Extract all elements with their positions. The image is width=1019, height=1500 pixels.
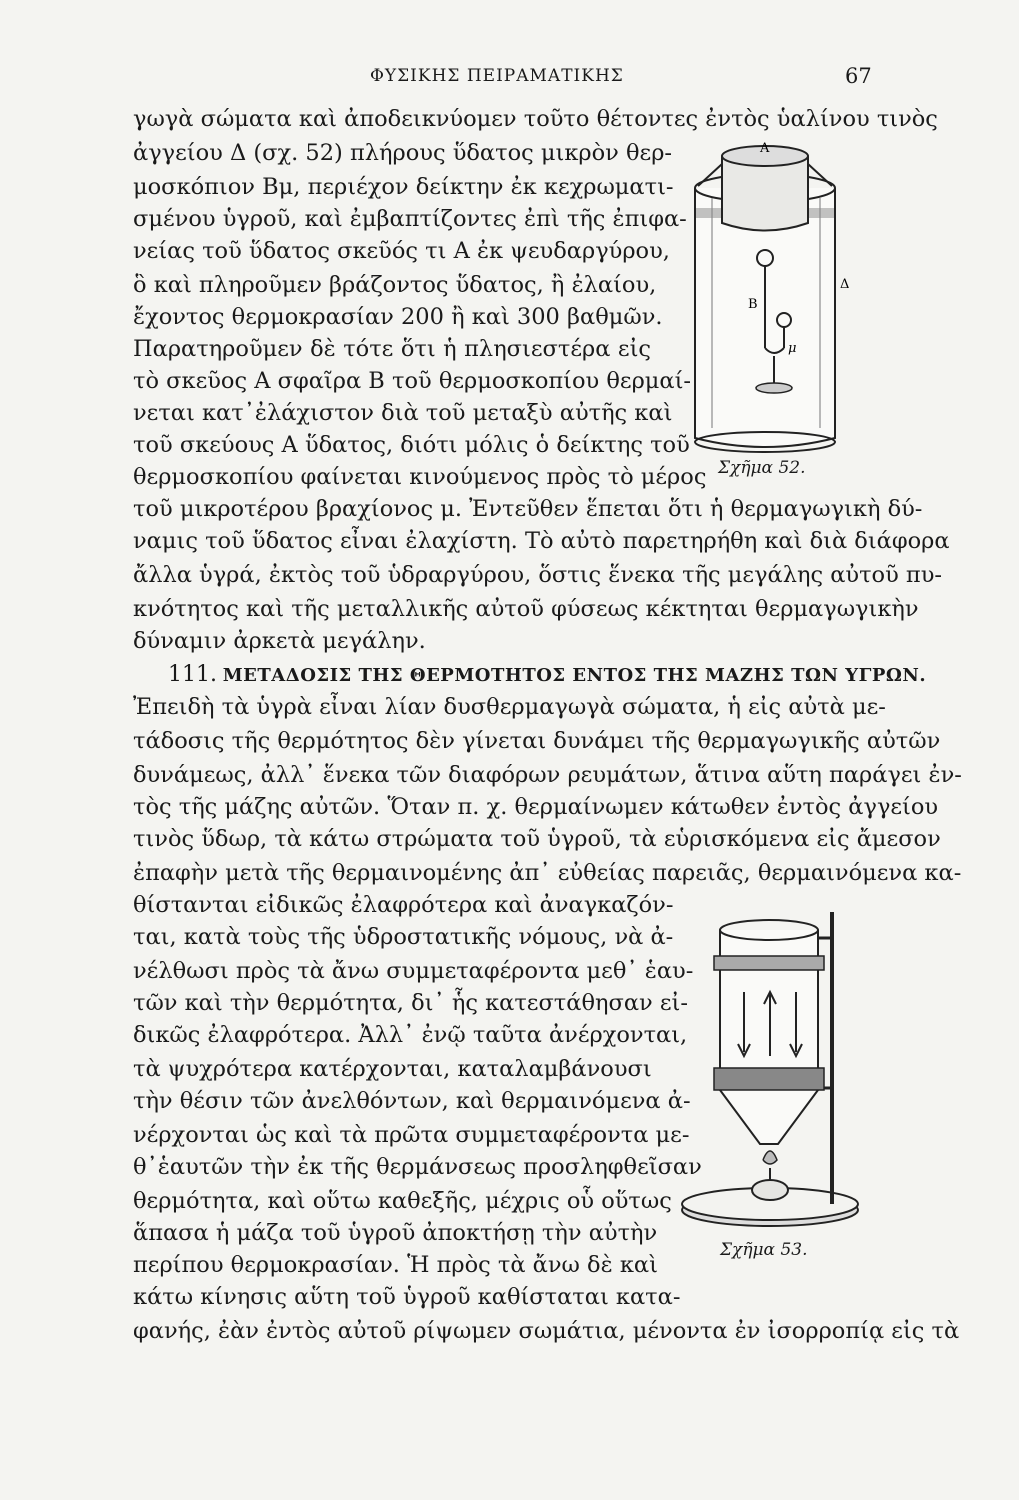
text-line: τὰ ψυχρότερα κατέρχονται, καταλαμβάνουσι bbox=[133, 1056, 652, 1082]
text-line: νέρχονται ὡς καὶ τὰ πρῶτα συμμεταφέροντα με- bbox=[133, 1122, 690, 1148]
figure-52-illustration bbox=[660, 138, 875, 463]
text-line: ὃ καὶ πληροῦμεν βράζοντος ὕδατος, ἢ ἐλαίου, bbox=[133, 272, 657, 298]
text-line: περίπου θερμοκρασίαν. Ἡ πρὸς τὰ ἄνω δὲ καὶ bbox=[133, 1252, 658, 1278]
spirit-lamp bbox=[752, 1180, 788, 1200]
figure-53-caption: Σχῆμα 53. bbox=[720, 1240, 808, 1260]
label-b: Β bbox=[748, 297, 758, 312]
label-a: Α bbox=[760, 141, 770, 156]
text-line: Παρατηροῦμεν δὲ τότε ὅτι ἡ πλησιεστέρα εἰς bbox=[133, 336, 651, 362]
section-number: 111. bbox=[168, 662, 217, 687]
text-line: γωγὰ σώματα καὶ ἀποδεικνύομεν τοῦτο θέτοντες ἐντὸς ὑαλίνου τινὸς bbox=[133, 106, 938, 132]
text-line: κάτω κίνησις αὕτη τοῦ ὑγροῦ καθίσταται κατα- bbox=[133, 1284, 681, 1310]
text-line: τάδοσις τῆς θερμότητος δὲν γίνεται δυνάμει τῆς θερμαγωγικῆς αὐτῶν bbox=[133, 728, 941, 754]
label-mu: μ bbox=[788, 341, 797, 356]
support-ring-bottom bbox=[714, 1068, 824, 1090]
running-head: ΦΥΣΙΚΗΣ ΠΕΙΡΑΜΑΤΙΚΗΣ bbox=[370, 66, 624, 86]
page-number: 67 bbox=[845, 64, 872, 88]
figure-52-caption: Σχῆμα 52. bbox=[718, 458, 806, 478]
text-line: ναμις τοῦ ὕδατος εἶναι ἐλαχίστη. Τὸ αὐτὸ παρετηρήθη καὶ διὰ διάφορα bbox=[133, 528, 950, 554]
text-line: φανής, ἐὰν ἐντὸς αὐτοῦ ρίψωμεν σωμάτια, μένοντα ἐν ἰσορροπίᾳ εἰς τὰ bbox=[133, 1318, 960, 1344]
text-line: δυνάμεως, ἀλλ᾽ ἕνεκα τῶν διαφόρων ρευμάτων, ἅτινα αὕτη παράγει ἐν- bbox=[133, 762, 962, 788]
text-line: Ἐπειδὴ τὰ ὑγρὰ εἶναι λίαν δυσθερμαγωγὰ σώματα, ἡ εἰς αὐτὰ με- bbox=[133, 694, 886, 720]
text-line: θίστανται εἰδικῶς ἐλαφρότερα καὶ ἀναγκαζόν- bbox=[133, 892, 674, 918]
text-line: τὴν θέσιν τῶν ἀνελθόντων, καὶ θερμαινόμενα ἀ- bbox=[133, 1088, 691, 1114]
text-line: νείας τοῦ ὕδατος σκεῦός τι Α ἐκ ψευδαργύρου, bbox=[133, 238, 670, 264]
flame bbox=[763, 1151, 777, 1164]
support-ring-top bbox=[714, 956, 824, 970]
text-line: θερμοσκοπίου φαίνεται κινούμενος πρὸς τὸ μέρος bbox=[133, 464, 707, 490]
zinc-vessel-a bbox=[722, 156, 808, 231]
text-line: δύναμιν ἀρκετὰ μεγάλην. bbox=[133, 628, 426, 654]
text-line: ἀγγείου Δ (σχ. 52) πλήρους ὕδατος μικρὸν θερ- bbox=[133, 140, 673, 166]
text-line: ἔχοντος θερμοκρασίαν 200 ἢ καὶ 300 βαθμῶν. bbox=[133, 304, 663, 330]
text-line: κνότητος καὶ τῆς μεταλλικῆς αὐτοῦ φύσεως κέκτηται θερμαγωγικὴν bbox=[133, 596, 919, 622]
text-line: θερμότητα, καὶ οὕτω καθεξῆς, μέχρις οὗ οὕτως bbox=[133, 1188, 672, 1214]
text-line: τῶν καὶ τὴν θερμότητα, δι᾽ ἧς κατεστάθησαν εἰ- bbox=[133, 990, 688, 1016]
text-line: τὸς τῆς μάζης αὐτῶν. Ὅταν π. χ. θερμαίνωμεν κάτωθεν ἐντὸς ἀγγείου bbox=[133, 794, 939, 820]
text-line: τοῦ μικροτέρου βραχίονος μ. Ἐντεῦθεν ἕπεται ὅτι ἡ θερμαγωγικὴ δύ- bbox=[133, 496, 923, 522]
text-line: θ᾽ἑαυτῶν τὴν ἐκ τῆς θερμάνσεως προσληφθεῖσαν bbox=[133, 1154, 702, 1180]
text-line: μοσκόπιον Βμ, περιέχον δείκτην ἐκ κεχρωματι- bbox=[133, 174, 674, 200]
label-delta: Δ bbox=[840, 277, 850, 292]
thermoscope-bulb-b bbox=[757, 250, 773, 266]
text-line: τὸ σκεῦος Α σφαῖρα Β τοῦ θερμοσκοπίου θερμαί- bbox=[133, 368, 692, 394]
text-line: ἅπασα ἡ μάζα τοῦ ὑγροῦ ἀποκτήσῃ τὴν αὐτὴν bbox=[133, 1220, 658, 1246]
section-title: ΜΕΤΑΔΟΣΙΣ ΤΗΣ ΘΕΡΜΟΤΗΤΟΣ ΕΝΤΟΣ ΤΗΣ ΜΑΖΗΣ ΤΩΝ ΥΓΡΩΝ. bbox=[222, 665, 927, 686]
text-line: τοῦ σκεύους Α ὕδατος, διότι μόλις ὁ δείκτης τοῦ bbox=[133, 432, 690, 458]
figure-53-illustration bbox=[660, 892, 875, 1237]
text-line: ται, κατὰ τοὺς τῆς ὑδροστατικῆς νόμους, νὰ ἀ- bbox=[133, 924, 674, 950]
thermoscope-bulb-mu bbox=[777, 313, 791, 327]
section-heading bbox=[168, 662, 927, 689]
text-line: νέλθωσι πρὸς τὰ ἄνω συμμεταφέροντα μεθ᾽ ἑαυ- bbox=[133, 958, 694, 984]
text-line: νεται κατ᾽ἐλάχιστον διὰ τοῦ μεταξὺ αὐτῆς καὶ bbox=[133, 400, 673, 426]
text-line: σμένου ὑγροῦ, καὶ ἐμβαπτίζοντες ἐπὶ τῆς ἐπιφα- bbox=[133, 206, 687, 232]
text-line: δικῶς ἐλαφρότερα. Ἀλλ᾽ ἐνῷ ταῦτα ἀνέρχονται, bbox=[133, 1022, 688, 1048]
text-line: τινὸς ὕδωρ, τὰ κάτω στρώματα τοῦ ὑγροῦ, τὰ εὑρισκόμενα εἰς ἄμεσον bbox=[133, 826, 941, 852]
text-line: ἐπαφὴν μετὰ τῆς θερμαινομένης ἀπ᾽ εὐθείας παρειᾶς, θερμαινόμενα κα- bbox=[133, 860, 962, 886]
text-line: ἄλλα ὑγρά, ἐκτὸς τοῦ ὑδραργύρου, ὅστις ἕνεκα τῆς μεγάλης αὐτοῦ πυ- bbox=[133, 562, 942, 588]
